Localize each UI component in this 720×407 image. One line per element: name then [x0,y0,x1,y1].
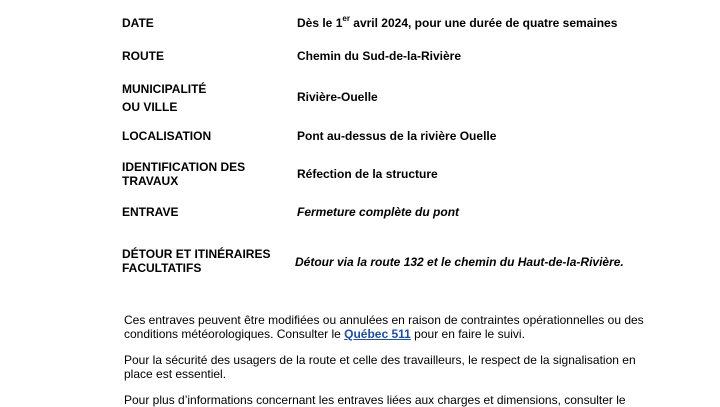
label-municipalite [122,82,287,114]
label-route: ROUTE [122,49,164,63]
label-detour-line2: FACULTATIFS [122,261,202,275]
paragraph-conditions-post: pour en faire le suivi. [410,327,525,341]
label-detour-line1: DÉTOUR ET ITINÉRAIRES [122,247,271,261]
value-localisation: Pont au-dessus de la rivière Ouelle [297,129,497,143]
label-municipalite-line2: OU VILLE [122,100,178,114]
value-date-pre: Dès le 1 [297,16,343,30]
label-municipalite-line1: MUNICIPALITÉ [122,82,207,96]
paragraph-securite-line1: Pour la sécurité des usagers de la route et celle des travailleurs, le respect de la signalisation en [124,353,636,367]
paragraph-conditions [124,313,644,341]
quebec-511-link[interactable]: Québec 511 [344,327,411,341]
value-route: Chemin du Sud-de-la-Rivière [297,49,462,63]
label-detour [122,247,287,275]
label-identification [122,160,287,188]
label-localisation: LOCALISATION [122,129,212,143]
value-date-sup: er [342,14,350,23]
label-date: DATE [122,16,154,30]
paragraph-conditions-line2 [124,327,644,341]
value-detour: Détour via la route 132 et le chemin du Haut-de-la-Rivière. [295,255,624,269]
paragraph-securite [124,353,644,381]
value-date-post: avril 2024, pour une durée de quatre semaines [349,16,618,30]
label-identification-line1: IDENTIFICATION DES [122,160,246,174]
label-entrave: ENTRAVE [122,205,179,219]
value-identification: Réfection de la structure [297,167,438,181]
paragraph-securite-line2: place est essentiel. [124,367,227,381]
value-date [297,16,707,30]
paragraph-conditions-pre: conditions météorologiques. Consulter le [124,327,345,341]
paragraph-informations-line1: Pour plus d’informations concernant les entraves liées aux charges et dimensions, consulter le [124,393,626,407]
paragraph-conditions-line1: Ces entraves peuvent être modifiées ou annulées en raison de contraintes opérationnelles ou des [124,313,644,327]
value-municipalite: Rivière-Ouelle [297,90,378,104]
value-entrave: Fermeture complète du pont [297,205,460,219]
label-identification-line2: TRAVAUX [122,174,179,188]
